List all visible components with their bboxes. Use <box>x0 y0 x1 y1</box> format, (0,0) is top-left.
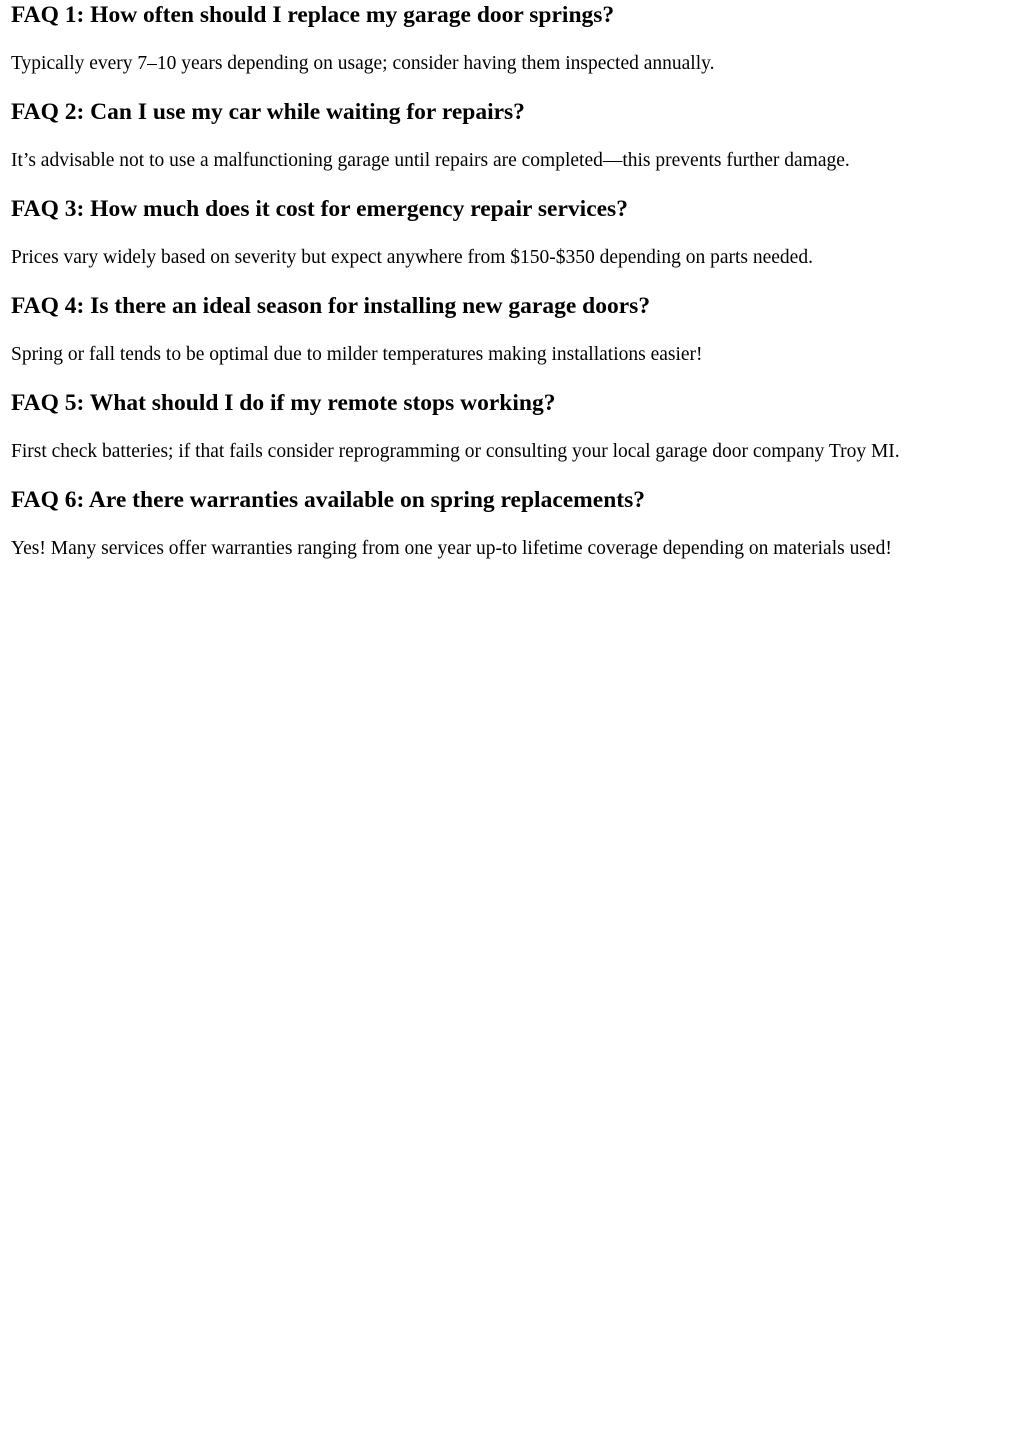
faq-item-6 <box>11 485 1024 562</box>
faq-item-3 <box>11 194 1024 271</box>
faq-question-4: FAQ 4: Is there an ideal season for installing new garage doors? <box>11 293 651 319</box>
faq-answer-5: First check batteries; if that fails consider reprogramming or consulting your local garage door company Troy MI. <box>11 441 900 462</box>
faq-item-5 <box>11 388 1024 465</box>
faq-question-5: FAQ 5: What should I do if my remote stops working? <box>11 390 556 416</box>
faq-answer-4: Spring or fall tends to be optimal due to milder temperatures making installations easier! <box>11 344 703 365</box>
faq-answer-6: Yes! Many services offer warranties ranging from one year up-to lifetime coverage depending on materials used! <box>11 538 892 559</box>
faq-item-1 <box>11 0 1024 77</box>
faq-item-4 <box>11 291 1024 368</box>
faq-question-2: FAQ 2: Can I use my car while waiting for repairs? <box>11 99 525 125</box>
faq-list <box>11 0 1024 562</box>
faq-item-2 <box>11 97 1024 174</box>
faq-answer-1: Typically every 7–10 years depending on usage; consider having them inspected annually. <box>11 53 715 74</box>
faq-question-1: FAQ 1: How often should I replace my garage door springs? <box>11 2 615 28</box>
faq-answer-2: It’s advisable not to use a malfunctioning garage until repairs are completed—this prevents further damage. <box>11 150 850 171</box>
faq-answer-3: Prices vary widely based on severity but expect anywhere from $150-$350 depending on parts needed. <box>11 247 813 268</box>
faq-question-3: FAQ 3: How much does it cost for emergency repair services? <box>11 196 628 222</box>
faq-question-6: FAQ 6: Are there warranties available on spring replacements? <box>11 487 645 513</box>
